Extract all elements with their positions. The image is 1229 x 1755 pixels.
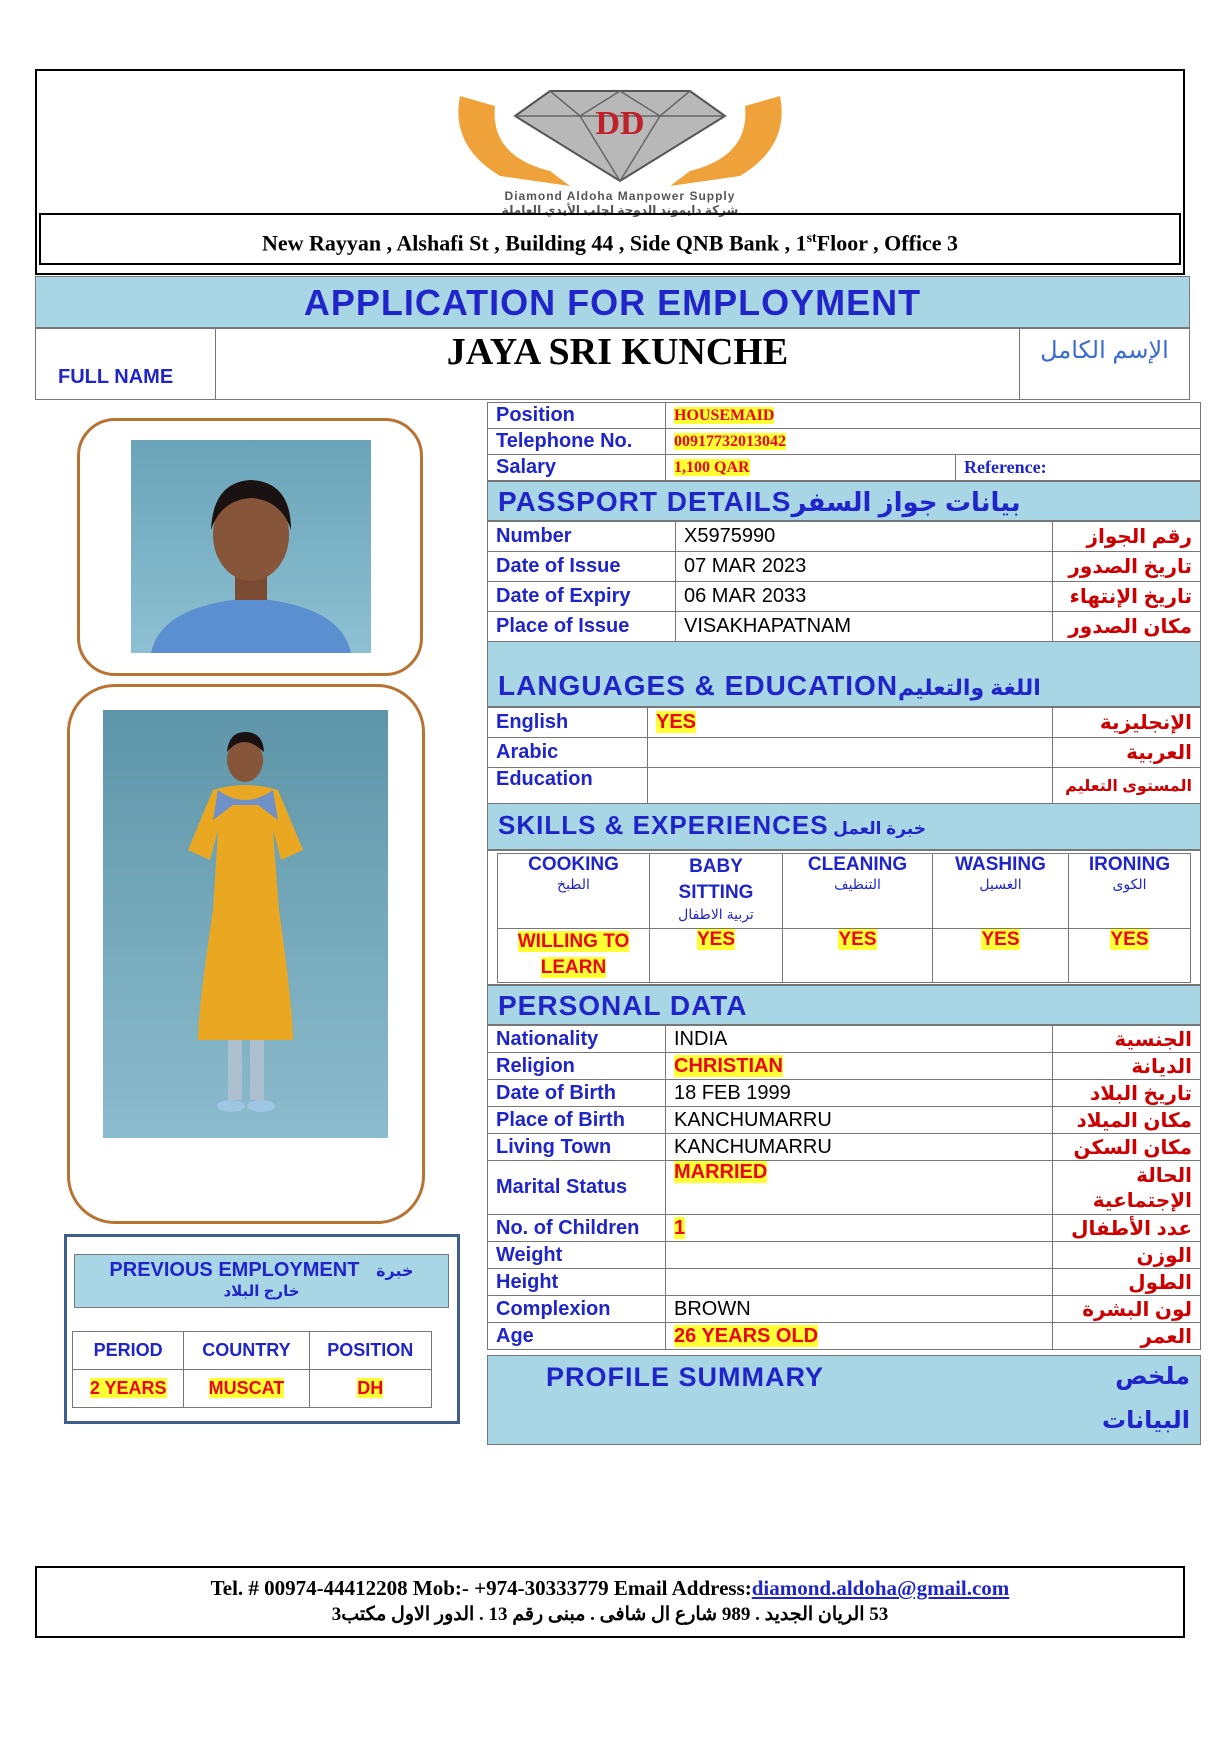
education-value	[648, 768, 1053, 804]
skills-section-band	[487, 803, 1201, 850]
education-ar: المستوى التعليم	[1053, 768, 1201, 804]
pob-label: Place of Birth	[488, 1107, 666, 1134]
job-info-table	[487, 402, 1201, 481]
arabic-ar: العربية	[1053, 738, 1201, 768]
profile-summary-title-ar2: البيانات	[1102, 1407, 1190, 1434]
reference-label: Reference:	[956, 455, 1201, 481]
previous-employment-table	[72, 1331, 432, 1408]
dob-ar: تاريخ البلاد	[1053, 1080, 1201, 1107]
nationality-value: INDIA	[666, 1026, 1053, 1053]
page-title: APPLICATION FOR EMPLOYMENT	[303, 282, 922, 323]
children-ar: عدد الأطفال	[1053, 1215, 1201, 1242]
children-value: 1	[666, 1215, 1053, 1242]
passport-section-band	[487, 481, 1201, 521]
passport-table	[487, 521, 1201, 642]
profile-summary-title-ar1: ملخص	[1115, 1363, 1190, 1390]
skill-baby-sitting: BABY SITTING تربية الاطفال	[650, 854, 783, 929]
pob-value: KANCHUMARRU	[666, 1107, 1053, 1134]
weight-label: Weight	[488, 1242, 666, 1269]
pob-ar: مكان الميلاد	[1053, 1107, 1201, 1134]
english-ar: الإنجليزية	[1053, 708, 1201, 738]
cleaning-value: YES	[783, 929, 933, 983]
place-issue-value: VISAKHAPATNAM	[676, 612, 1053, 642]
height-label: Height	[488, 1269, 666, 1296]
living-town-label: Living Town	[488, 1134, 666, 1161]
living-town-value: KANCHUMARRU	[666, 1134, 1053, 1161]
weight-ar: الوزن	[1053, 1242, 1201, 1269]
diamond-hands-icon	[440, 76, 800, 186]
country-value: MUSCAT	[184, 1370, 309, 1408]
marital-status-value: MARRIED	[666, 1161, 1053, 1215]
languages-table	[487, 707, 1201, 804]
age-label: Age	[488, 1323, 666, 1350]
skills-section-title-ar: خبرة العمل	[833, 819, 926, 838]
languages-section-band	[487, 641, 1201, 707]
person-full-body-icon	[103, 710, 388, 1138]
complexion-value: BROWN	[666, 1296, 1053, 1323]
expiry-date-value: 06 MAR 2033	[676, 582, 1053, 612]
previous-employment-title-ar2: خارج البلاد	[223, 1283, 300, 1300]
full-name-value: JAYA SRI KUNCHE	[216, 329, 1020, 400]
english-label: English	[488, 708, 648, 738]
company-logo	[440, 76, 800, 217]
company-name: Diamond Aldoha Manpower Supply	[504, 189, 736, 203]
telephone-value: 00917732013042	[666, 429, 1201, 455]
issue-date-label: Date of Issue	[488, 552, 676, 582]
expiry-date-label: Date of Expiry	[488, 582, 676, 612]
full-name-label: FULL NAME	[36, 329, 216, 400]
position-value: HOUSEMAID	[666, 403, 1201, 429]
passport-section-title-ar: بيانات جواز السفر	[791, 487, 1021, 517]
languages-section-title: LANGUAGES & EDUCATION	[498, 670, 899, 701]
expiry-date-ar: تاريخ الإنتهاء	[1053, 582, 1201, 612]
passport-number-label: Number	[488, 522, 676, 552]
baby-sitting-value: YES	[650, 929, 783, 983]
living-town-ar: مكان السكن	[1053, 1134, 1201, 1161]
skill-cleaning: CLEANING التنظيف	[783, 854, 933, 929]
title-band	[35, 276, 1190, 328]
photo-full-body	[103, 710, 388, 1138]
cooking-value: WILLING TO LEARN	[498, 929, 650, 983]
footer-contact: Tel. # 00974-44412208 Mob:- +974-30333779 Email Address:	[210, 1576, 752, 1600]
position-header: POSITION	[309, 1332, 431, 1370]
previous-employment-title: PREVIOUS EMPLOYMENT	[109, 1259, 360, 1281]
previous-employment-header	[74, 1254, 449, 1308]
address-box	[39, 213, 1181, 265]
svg-text:DD: DD	[595, 105, 645, 142]
age-ar: العمر	[1053, 1323, 1201, 1350]
personal-section-band	[487, 985, 1201, 1025]
period-header: PERIOD	[73, 1332, 184, 1370]
period-value: 2 YEARS	[73, 1370, 184, 1408]
place-issue-ar: مكان الصدور	[1053, 612, 1201, 642]
full-name-label-ar: الإسم الكامل	[1020, 329, 1190, 400]
issue-date-ar: تاريخ الصدور	[1053, 552, 1201, 582]
complexion-ar: لون البشرة	[1053, 1296, 1201, 1323]
address-text-end: Floor , Office 3	[816, 230, 959, 256]
height-value	[666, 1269, 1053, 1296]
position-label: Position	[488, 403, 666, 429]
salary-value: 1,100 QAR	[666, 455, 956, 481]
skill-ironing: IRONING الكوى	[1069, 854, 1191, 929]
passport-number-ar: رقم الجواز	[1053, 522, 1201, 552]
profile-summary-title: PROFILE SUMMARY	[546, 1362, 824, 1392]
telephone-label: Telephone No.	[488, 429, 666, 455]
address-text: New Rayyan , Alshafi St , Building 44 , Side QNB Bank , 1	[261, 230, 807, 256]
personal-section-title: PERSONAL DATA	[498, 990, 748, 1021]
religion-value: CHRISTIAN	[666, 1053, 1053, 1080]
height-ar: الطول	[1053, 1269, 1201, 1296]
passport-number-value: X5975990	[676, 522, 1053, 552]
personal-table	[487, 1025, 1201, 1350]
nationality-label: Nationality	[488, 1026, 666, 1053]
issue-date-value: 07 MAR 2023	[676, 552, 1053, 582]
religion-label: Religion	[488, 1053, 666, 1080]
ironing-value: YES	[1069, 929, 1191, 983]
previous-employment-title-ar1: خبرة	[376, 1263, 414, 1280]
skill-washing: WASHING الغسيل	[933, 854, 1069, 929]
footer-box	[35, 1566, 1185, 1638]
arabic-label: Arabic	[488, 738, 648, 768]
footer-email-link[interactable]: diamond.aldoha@gmail.com	[751, 1576, 1010, 1600]
place-issue-label: Place of Issue	[488, 612, 676, 642]
religion-ar: الديانة	[1053, 1053, 1201, 1080]
photo-portrait	[131, 440, 371, 653]
nationality-ar: الجنسية	[1053, 1026, 1201, 1053]
country-header: COUNTRY	[184, 1332, 309, 1370]
skills-section-title: SKILLS & EXPERIENCES	[498, 810, 829, 840]
dob-value: 18 FEB 1999	[666, 1080, 1053, 1107]
age-value: 26 YEARS OLD	[666, 1323, 1053, 1350]
skills-table	[497, 853, 1191, 983]
full-name-table	[35, 328, 1190, 400]
english-value: YES	[648, 708, 1053, 738]
passport-section-title: PASSPORT DETAILS	[498, 486, 792, 517]
skill-cooking: COOKING الطبخ	[498, 854, 650, 929]
languages-section-title-ar: اللغة والتعليم	[898, 675, 1041, 700]
position-value: DH	[309, 1370, 431, 1408]
arabic-value	[648, 738, 1053, 768]
footer-address-ar: 53 الريان الجديد . 989 شارع ال شافى . مبنى رقم 13 . الدور الاول مكتب3	[331, 1604, 889, 1625]
dob-label: Date of Birth	[488, 1080, 666, 1107]
company-name-ar: شركة دايموند الدوحة لجلب الأيدي العاملة	[501, 203, 739, 217]
marital-status-ar: الحالة الإجتماعية	[1053, 1161, 1201, 1215]
weight-value	[666, 1242, 1053, 1269]
address-sup: st	[806, 231, 817, 246]
salary-label: Salary	[488, 455, 666, 481]
education-label: Education	[488, 768, 648, 804]
washing-value: YES	[933, 929, 1069, 983]
marital-status-label: Marital Status	[488, 1161, 666, 1215]
complexion-label: Complexion	[488, 1296, 666, 1323]
person-portrait-icon	[131, 440, 371, 653]
profile-summary-band	[487, 1355, 1201, 1445]
children-label: No. of Children	[488, 1215, 666, 1242]
